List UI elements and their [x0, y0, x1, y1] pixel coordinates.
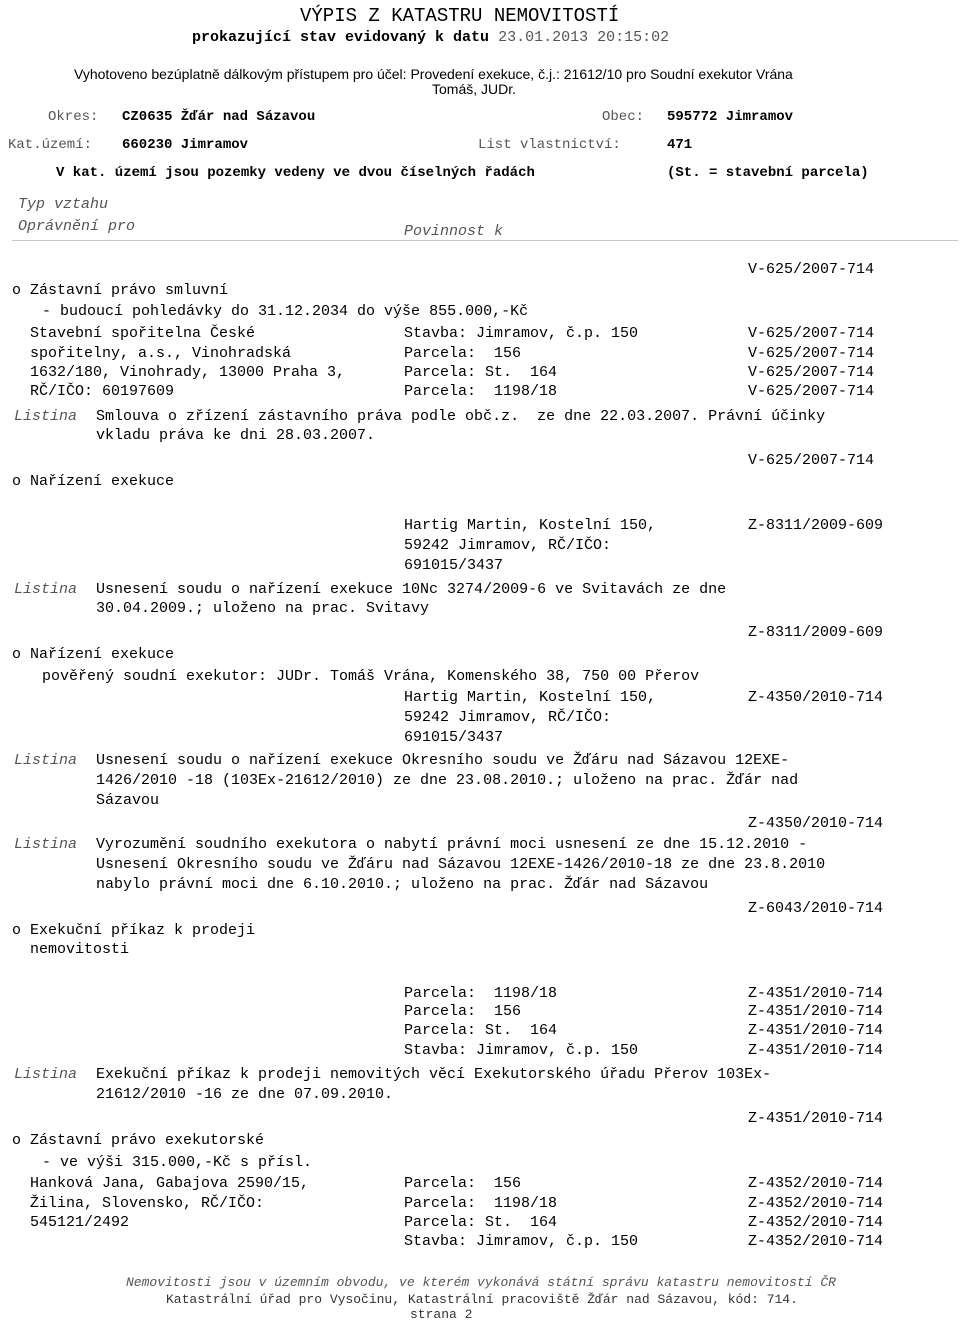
page-number: strana 2: [410, 1307, 473, 1321]
entry2-party-3: 691015/3437: [404, 557, 504, 574]
entry1-object-1: Stavba: Jimramov, č.p. 150: [404, 325, 639, 342]
entry3-listina1-ref: Z-4350/2010-714: [748, 815, 884, 832]
entry5-ref-1: Z-4352/2010-714: [748, 1175, 884, 1192]
entry5-type: Zástavní právo exekutorské: [30, 1132, 265, 1149]
entry3-party-2: 59242 Jimramov, RČ/IČO:: [404, 709, 612, 726]
entry1-object-3: Parcela: St. 164: [404, 364, 558, 381]
header-divider: [12, 240, 958, 241]
obec-value: 595772 Jimramov: [667, 109, 794, 125]
entry4-object-4: Stavba: Jimramov, č.p. 150: [404, 1042, 639, 1059]
entry1-ref-head: V-625/2007-714: [748, 261, 875, 278]
entry2-bullet: o: [12, 473, 22, 490]
entry4-ref-4: Z-4351/2010-714: [748, 1042, 884, 1059]
entry1-holder-4: RČ/IČO: 60197609: [30, 383, 175, 400]
entry2-type: Nařízení exekuce: [30, 473, 175, 490]
entry4-object-2: Parcela: 156: [404, 1003, 522, 1020]
entry5-holder-2: Žilina, Slovensko, RČ/IČO:: [30, 1195, 265, 1212]
entry3-bullet: o: [12, 646, 22, 663]
entry5-object-3: Parcela: St. 164: [404, 1214, 558, 1231]
entry1-detail: - budoucí pohledávky do 31.12.2034 do výše 855.000,-Kč: [42, 303, 529, 320]
entry1-ref-1: V-625/2007-714: [748, 325, 875, 342]
entry5-object-4: Stavba: Jimramov, č.p. 150: [404, 1233, 639, 1250]
entry1-holder-1: Stavební spořitelna České: [30, 325, 256, 342]
parcel-legend: (St. = stavební parcela): [667, 165, 869, 181]
entry2-listina-line1: Usnesení soudu o nařízení exekuce 10Nc 3274/2009-6 ve Svitavách ze dne: [96, 581, 727, 598]
col-opravneni: Oprávnění pro: [18, 218, 136, 235]
entry5-ref-3: Z-4352/2010-714: [748, 1214, 884, 1231]
entry5-ref-head: Z-4351/2010-714: [748, 1110, 884, 1127]
entry5-ref-4: Z-4352/2010-714: [748, 1233, 884, 1250]
obec-label: Obec:: [602, 109, 645, 125]
subtitle-date: 23.01.2013 20:15:02: [498, 29, 670, 46]
entry2-party-2: 59242 Jimramov, RČ/IČO:: [404, 537, 612, 554]
entry3-listina1-label: Listina: [14, 752, 78, 769]
entry1-bullet: o: [12, 282, 22, 299]
entry4-type-line1: Exekuční příkaz k prodeji: [30, 922, 256, 939]
entry5-bullet: o: [12, 1132, 22, 1149]
okres-value: CZ0635 Žďár nad Sázavou: [122, 109, 316, 125]
entry4-ref-3: Z-4351/2010-714: [748, 1022, 884, 1039]
entry3-listina1-line1: Usnesení soudu o nařízení exekuce Okresního soudu ve Žďáru nad Sázavou 12EXE-: [96, 752, 790, 769]
entry2-listina-label: Listina: [14, 581, 78, 598]
katuzemi-label: Kat.území:: [8, 137, 93, 153]
entry3-listina1-line2: 1426/2010 -18 (103Ex-21612/2010) ze dne 23.08.2010.; uloženo na prac. Žďár nad: [96, 772, 799, 789]
entry4-ref-1: Z-4351/2010-714: [748, 985, 884, 1002]
entry1-object-4: Parcela: 1198/18: [404, 383, 558, 400]
entry5-object-2: Parcela: 1198/18: [404, 1195, 558, 1212]
entry4-object-3: Parcela: St. 164: [404, 1022, 558, 1039]
entry1-holder-2: spořitelny, a.s., Vinohradská: [30, 345, 292, 362]
entry5-detail: - ve výši 315.000,-Kč s přísl.: [42, 1154, 313, 1171]
entry4-ref-head: Z-6043/2010-714: [748, 900, 884, 917]
lv-label: List vlastnictví:: [478, 137, 621, 153]
entry1-ref-3: V-625/2007-714: [748, 364, 875, 381]
entry3-listina2-line3: nabylo právní moci dne 6.10.2010.; uloženo na prac. Žďár nad Sázavou: [96, 876, 709, 893]
footer-line1: Nemovitosti jsou v územním obvodu, ve kterém vykonává státní správu katastru nemovitostí ČR: [126, 1275, 836, 1290]
entry1-object-2: Parcela: 156: [404, 345, 522, 362]
entry3-listina2-line1: Vyrozumění soudního exekutora o nabytí právní moci usnesení ze dne 15.12.2010 -: [96, 836, 808, 853]
entry1-listina-line1: Smlouva o zřízení zástavního práva podle obč.z. ze dne 22.03.2007. Právní účinky: [96, 408, 826, 425]
col-typ-vztahu: Typ vztahu: [18, 196, 109, 213]
entry1-type: Zástavní právo smluvní: [30, 282, 229, 299]
entry3-party-1: Hartig Martin, Kostelní 150,: [404, 689, 657, 706]
footer-line2: Katastrální úřad pro Vysočinu, Katastrální pracoviště Žďár nad Sázavou, kód: 714.: [166, 1292, 798, 1307]
entry5-object-1: Parcela: 156: [404, 1175, 522, 1192]
entry5-ref-2: Z-4352/2010-714: [748, 1195, 884, 1212]
entry3-type: Nařízení exekuce: [30, 646, 175, 663]
entry1-ref-2: V-625/2007-714: [748, 345, 875, 362]
entry3-listina2-label: Listina: [14, 836, 78, 853]
entry1-listina-label: Listina: [14, 408, 78, 425]
lv-value: 471: [667, 137, 693, 153]
entry1-holder-3: 1632/180, Vinohrady, 13000 Praha 3,: [30, 364, 346, 381]
entry4-type-line2: nemovitosti: [30, 941, 130, 958]
entry4-bullet: o: [12, 922, 22, 939]
entry3-party-3: 691015/3437: [404, 729, 504, 746]
entry4-object-1: Parcela: 1198/18: [404, 985, 558, 1002]
entry2-listina-line2: 30.04.2009.; uloženo na prac. Svitavy: [96, 600, 430, 617]
entry3-detail: pověřený soudní exekutor: JUDr. Tomáš Vrána, Komenského 38, 750 00 Přerov: [42, 668, 700, 685]
entry2-party-ref: Z-8311/2009-609: [748, 517, 884, 534]
entry2-ref-head: V-625/2007-714: [748, 452, 875, 469]
entry1-listina-line2: vkladu práva ke dni 28.03.2007.: [96, 427, 376, 444]
entry5-holder-1: Hanková Jana, Gabajova 2590/15,: [30, 1175, 310, 1192]
entry3-listina1-line3: Sázavou: [96, 792, 160, 809]
subtitle: prokazující stav evidovaný k datu 23.01.2013 20:15:02: [192, 29, 670, 46]
entry4-ref-2: Z-4351/2010-714: [748, 1003, 884, 1020]
entry3-party-ref: Z-4350/2010-714: [748, 689, 884, 706]
purpose-note-line2: Tomáš, JUDr.: [432, 81, 517, 97]
entry4-listina-line2: 21612/2010 -16 ze dne 07.09.2010.: [96, 1086, 394, 1103]
purpose-note-line1: Vyhotoveno bezúplatně dálkovým přístupem pro účel: Provedení exekuce, č.j.: 21612/10 pro Soudní exekutor Vrána: [74, 66, 793, 82]
entry4-listina-label: Listina: [14, 1066, 78, 1083]
entry2-party-1: Hartig Martin, Kostelní 150,: [404, 517, 657, 534]
col-povinnost: Povinnost k: [404, 223, 504, 240]
entry5-holder-3: 545121/2492: [30, 1214, 130, 1231]
entry4-listina-line1: Exekuční příkaz k prodeji nemovitých věcí Exekutorského úřadu Přerov 103Ex-: [96, 1066, 772, 1083]
entry3-listina2-line2: Usnesení Okresního soudu ve Žďáru nad Sázavou 12EXE-1426/2010-18 ze dne 23.8.2010: [96, 856, 826, 873]
okres-label: Okres:: [48, 109, 99, 125]
page-title: VÝPIS Z KATASTRU NEMOVITOSTÍ: [300, 5, 620, 27]
entry1-ref-4: V-625/2007-714: [748, 383, 875, 400]
parcel-note: V kat. území jsou pozemky vedeny ve dvou číselných řadách: [56, 165, 535, 181]
entry3-ref-head: Z-8311/2009-609: [748, 624, 884, 641]
katuzemi-value: 660230 Jimramov: [122, 137, 249, 153]
